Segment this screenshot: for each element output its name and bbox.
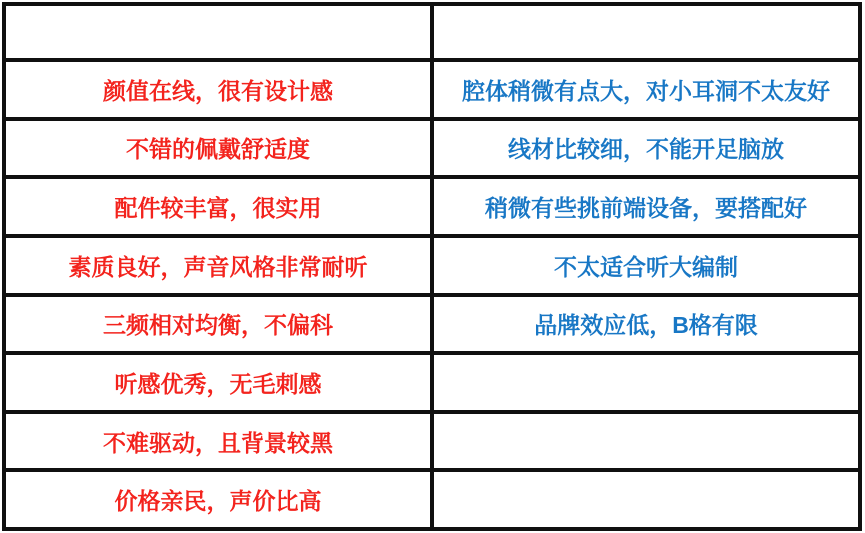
- con-cell: 稍微有些挑前端设备，要搭配好: [432, 177, 860, 236]
- con-cell: 不太适合听大编制: [432, 236, 860, 295]
- pro-cell: 不难驱动，且背景较黑: [4, 412, 432, 471]
- cons-column-header: 缺点: [432, 4, 860, 60]
- pro-cell: 颜值在线，很有设计感: [4, 60, 432, 119]
- table-row: [4, 353, 860, 412]
- pro-cell: 三频相对均衡，不偏科: [4, 295, 432, 354]
- pros-column-header: 优点: [4, 4, 432, 60]
- pros-cons-table: [2, 2, 862, 531]
- pro-cell: 不错的佩戴舒适度: [4, 119, 432, 178]
- pro-cell: 素质良好，声音风格非常耐听: [4, 236, 432, 295]
- table-row: [4, 177, 860, 236]
- table-row: [4, 236, 860, 295]
- pro-cell: 听感优秀，无毛刺感: [4, 353, 432, 412]
- con-cell: 品牌效应低，B格有限: [432, 295, 860, 354]
- pro-cell: 配件较丰富，很实用: [4, 177, 432, 236]
- header-row: [4, 4, 860, 60]
- table-row: [4, 412, 860, 471]
- con-cell: [432, 353, 860, 412]
- con-cell: [432, 412, 860, 471]
- pro-cell: 价格亲民，声价比高: [4, 470, 432, 529]
- table-row: [4, 295, 860, 354]
- table-row: [4, 60, 860, 119]
- con-cell: 线材比较细，不能开足脑放: [432, 119, 860, 178]
- con-cell: [432, 470, 860, 529]
- table-row: [4, 119, 860, 178]
- table-row: [4, 470, 860, 529]
- con-cell: 腔体稍微有点大，对小耳洞不太友好: [432, 60, 860, 119]
